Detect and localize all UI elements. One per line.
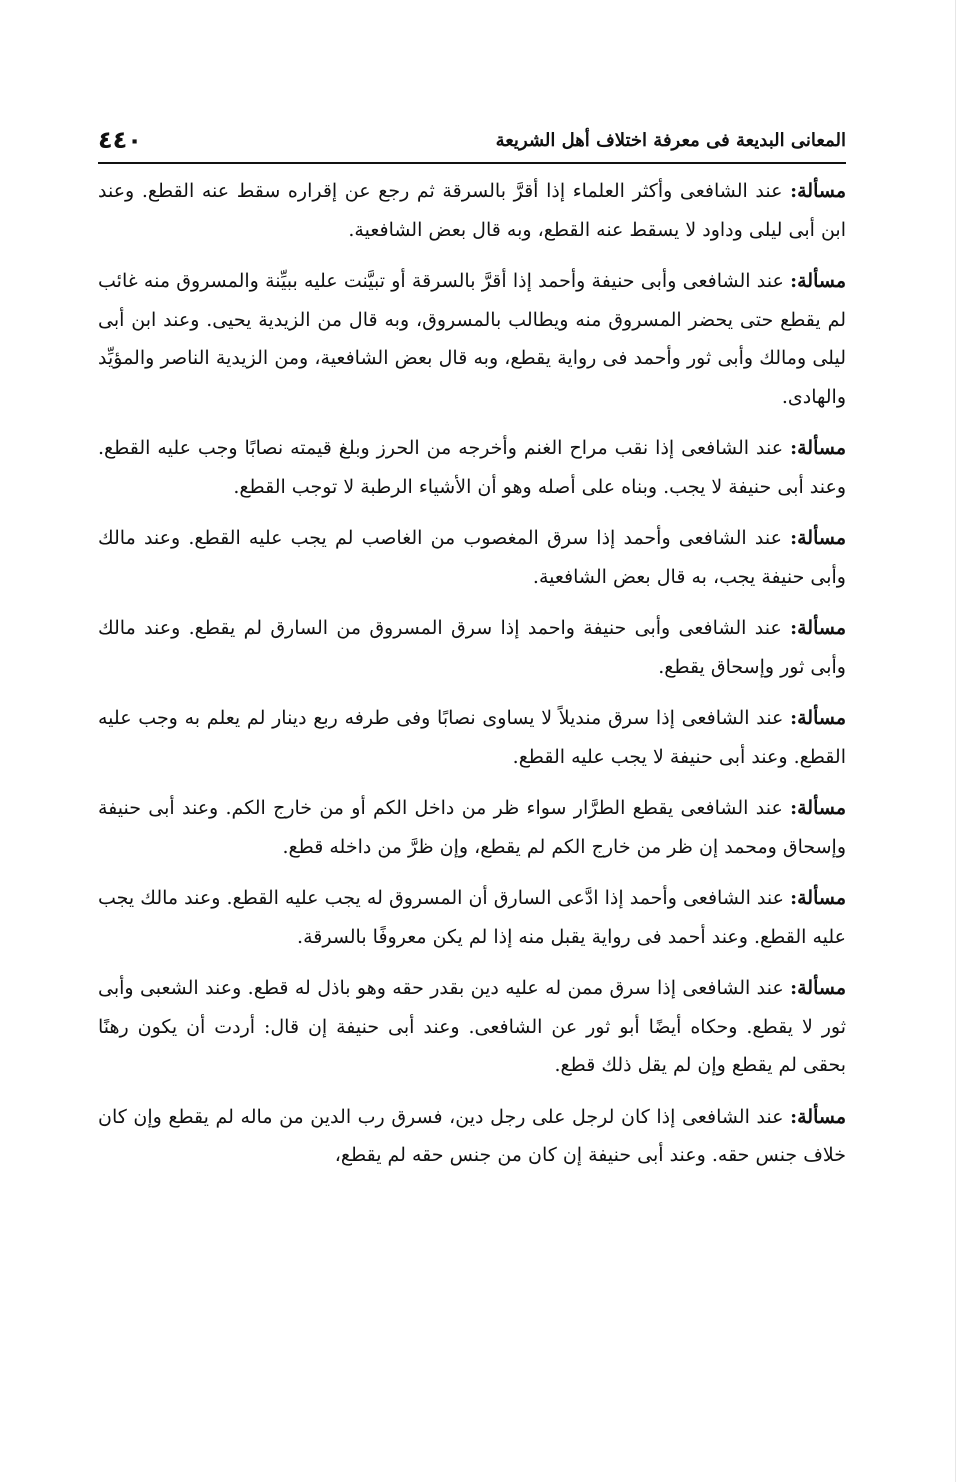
issue-label: مسألة: bbox=[790, 180, 846, 202]
issue-label: مسألة: bbox=[790, 527, 846, 549]
issue-label: مسألة: bbox=[790, 977, 846, 999]
page-number: ٤٤٠ bbox=[98, 126, 142, 154]
issue-text: عند الشافعى إذا سرق ممن له عليه دين بقدر حقه وهو باذل له قطع. وعند الشعبى وأبى ثور لا يقطع. وحكاه أيضًا أبو ثور عن الشافعى. وعند أبى حنيفة إن قال: أردت أن يكون رهنًا بحقى لم يقطع وإن لم يقل ذلك قطع. bbox=[98, 977, 846, 1076]
issue-paragraph bbox=[98, 262, 846, 416]
issue-paragraph bbox=[98, 172, 846, 249]
issue-text: عند الشافعى وأبى حنيفة واحمد إذا سرق المسروق من السارق لم يقطع. وعند مالك وأبى ثور وإسحاق يقطع. bbox=[98, 617, 846, 678]
issue-text: عند الشافعى إذا نقب مراح الغنم وأخرجه من الحرز وبلغ قيمته نصابًا وجب عليه القطع. وعند أبى حنيفة لا يجب. وبناه على أصله وهو أن الأشياء الرطبة لا توجب القطع. bbox=[98, 437, 846, 498]
issue-label: مسألة: bbox=[790, 617, 847, 639]
issue-paragraph bbox=[98, 699, 846, 776]
page-header bbox=[98, 120, 846, 160]
issue-paragraph bbox=[98, 609, 846, 686]
issue-label: مسألة: bbox=[790, 437, 846, 459]
issue-text: عند الشافعى وأبى حنيفة وأحمد إذا أقرَّ بالسرقة أو تبيَّنت عليه ببيِّنة والمسروق منه غائب لم يقطع حتى يحضر المسروق منه ويطالب بالمسروق، وبه قال من الزيدية يحيى. وعند ابن أبى ليلى ومالك وأبى ثور وأحمد فى رواية يقطع، وبه قال بعض الشافعية، ومن الزيدية الناصر والمؤيِّد والهادى. bbox=[98, 270, 846, 408]
page-edge-line bbox=[955, 0, 956, 1482]
issue-label: مسألة: bbox=[790, 1105, 846, 1128]
issue-paragraph bbox=[98, 519, 846, 596]
issue-text: عند الشافعى وأحمد إذا سرق المغصوب من الغاصب لم يجب عليه القطع. وعند مالك وأبى حنيفة يجب، به قال بعض الشافعية. bbox=[98, 527, 846, 588]
page-body bbox=[98, 172, 846, 1188]
issue-paragraph bbox=[98, 969, 846, 1085]
header-rule bbox=[98, 162, 846, 164]
issue-paragraph bbox=[98, 879, 846, 956]
issue-paragraph bbox=[98, 789, 846, 866]
issue-label: مسألة: bbox=[790, 270, 846, 292]
issue-paragraph bbox=[98, 1098, 846, 1175]
running-title: المعانى البديعة فى معرفة اختلاف أهل الشريعة bbox=[495, 129, 846, 151]
issue-text: عند الشافعى إذا كان لرجل على رجل دين، فسرق رب الدين من ماله لم يقطع وإن كان خلاف جنس حقه. وعند أبى حنيفة إن كان من جنس حقه لم يقطع، bbox=[98, 1105, 846, 1166]
issue-text: عند الشافعى إذا سرق منديلاً لا يساوى نصابًا وفى طرفه ربع دينار لم يعلم به وجب عليه القطع. وعند أبى حنيفة لا يجب عليه القطع. bbox=[98, 707, 846, 768]
issue-paragraph bbox=[98, 429, 846, 506]
issue-text: عند الشافعى وأكثر العلماء إذا أقرَّ بالسرقة ثم رجع عن إقراره سقط عنه القطع. وعند ابن أبى ليلى وداود لا يسقط عنه القطع، وبه قال بعض الشافعية. bbox=[98, 180, 846, 241]
issue-label: مسألة: bbox=[790, 707, 846, 729]
issue-label: مسألة: bbox=[790, 797, 846, 819]
issue-label: مسألة: bbox=[790, 887, 846, 909]
issue-text: عند الشافعى يقطع الطرَّار سواء ظر من داخل الكم أو من خارج الكم. وعند أبى حنيفة وإسحاق ومحمد إن ظر من خارج الكم لم يقطع، وإن ظرَّ من داخله قطع. bbox=[98, 797, 846, 858]
issue-text: عند الشافعى وأحمد إذا ادَّعى السارق أن المسروق له يجب عليه القطع. وعند مالك يجب عليه القطع. وعند أحمد فى رواية يقبل منه إذا لم يكن معروفًا بالسرقة. bbox=[98, 887, 846, 948]
